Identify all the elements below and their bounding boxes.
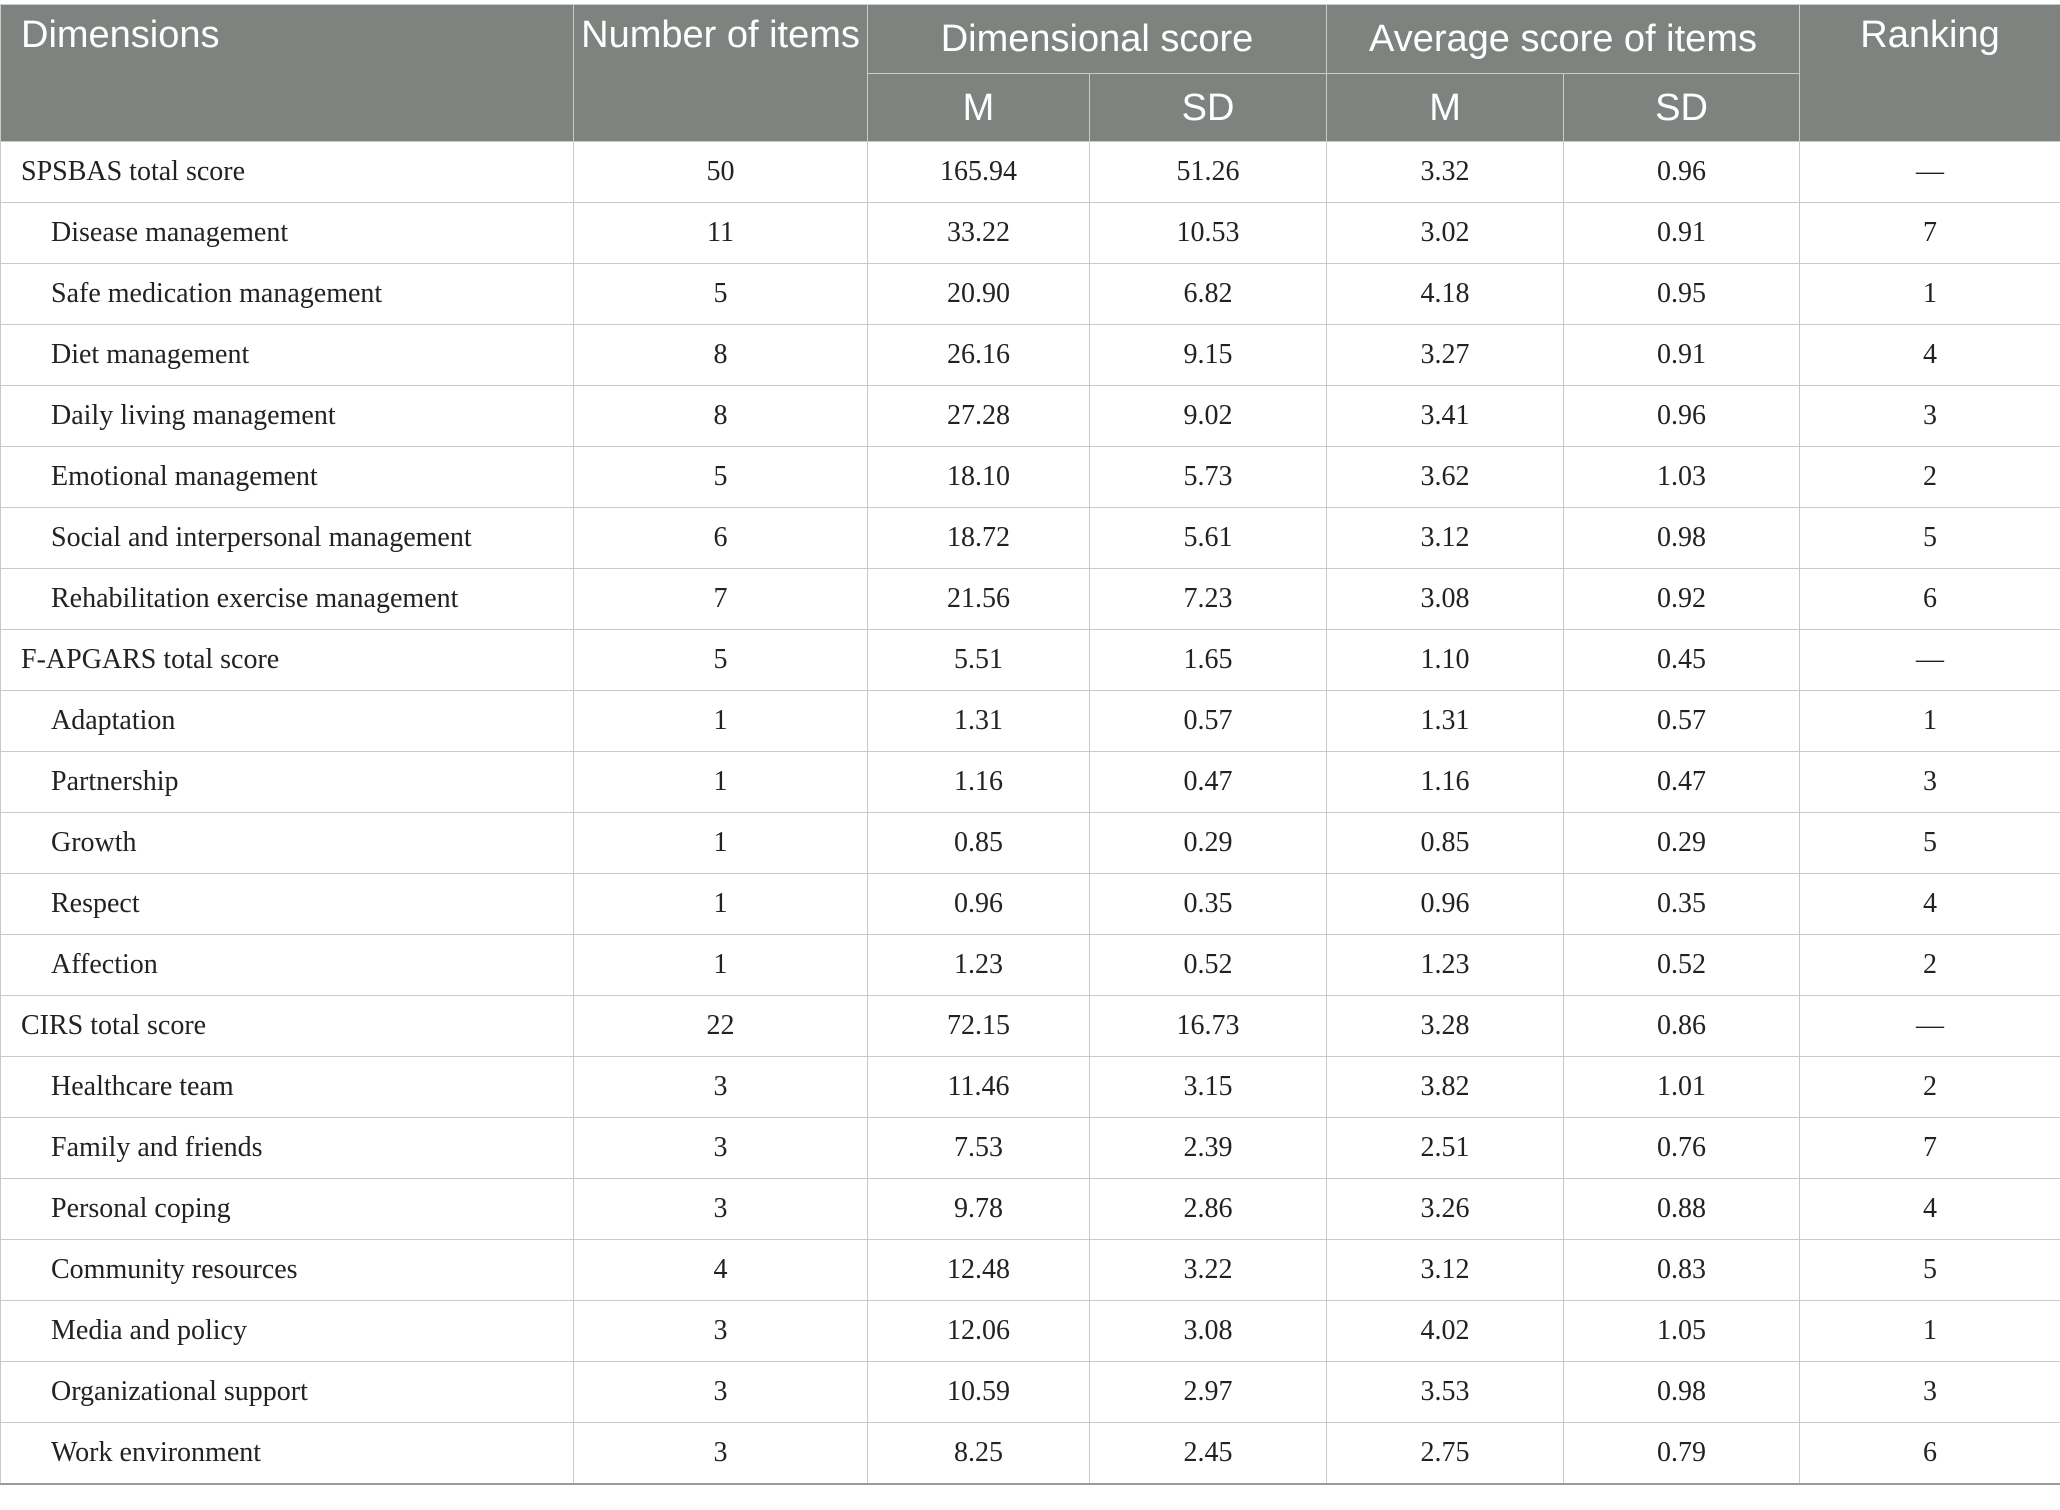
ranking-cell: 3 bbox=[1800, 752, 2060, 813]
dimension-cell: Partnership bbox=[1, 752, 574, 813]
table-row-total bbox=[1, 996, 2060, 1057]
ranking-cell: 5 bbox=[1800, 813, 2060, 874]
ranking-cell: 2 bbox=[1800, 447, 2060, 508]
dimension-cell: Disease management bbox=[1, 203, 574, 264]
dimensional-sd-cell: 0.29 bbox=[1090, 813, 1327, 874]
average-sd-cell: 0.52 bbox=[1564, 935, 1800, 996]
average-sd-cell: 0.83 bbox=[1564, 1240, 1800, 1301]
average-sd-cell: 0.79 bbox=[1564, 1423, 1800, 1485]
dimension-cell: Family and friends bbox=[1, 1118, 574, 1179]
header-average-score: Average score of items bbox=[1327, 5, 1800, 74]
dimensional-sd-cell: 0.57 bbox=[1090, 691, 1327, 752]
average-sd-cell: 0.29 bbox=[1564, 813, 1800, 874]
dimensional-m-cell: 33.22 bbox=[868, 203, 1090, 264]
average-m-cell: 3.26 bbox=[1327, 1179, 1564, 1240]
header-average-m: M bbox=[1327, 74, 1564, 142]
header-number-of-items: Number of items bbox=[574, 5, 868, 142]
average-sd-cell: 0.91 bbox=[1564, 203, 1800, 264]
items-cell: 3 bbox=[574, 1301, 868, 1362]
dimensional-m-cell: 72.15 bbox=[868, 996, 1090, 1057]
table-row bbox=[1, 874, 2060, 935]
dimension-cell: Adaptation bbox=[1, 691, 574, 752]
dimensional-sd-cell: 6.82 bbox=[1090, 264, 1327, 325]
dimensional-sd-cell: 5.61 bbox=[1090, 508, 1327, 569]
items-cell: 8 bbox=[574, 325, 868, 386]
items-cell: 11 bbox=[574, 203, 868, 264]
items-cell: 50 bbox=[574, 142, 868, 203]
items-cell: 3 bbox=[574, 1179, 868, 1240]
dimension-cell: Community resources bbox=[1, 1240, 574, 1301]
table-row bbox=[1, 264, 2060, 325]
ranking-cell: 1 bbox=[1800, 1301, 2060, 1362]
dimensional-sd-cell: 7.23 bbox=[1090, 569, 1327, 630]
average-m-cell: 0.85 bbox=[1327, 813, 1564, 874]
ranking-cell: — bbox=[1800, 142, 2060, 203]
table-row bbox=[1, 691, 2060, 752]
dimensional-sd-cell: 2.39 bbox=[1090, 1118, 1327, 1179]
average-m-cell: 1.10 bbox=[1327, 630, 1564, 691]
header-average-sd: SD bbox=[1564, 74, 1800, 142]
dimensional-sd-cell: 5.73 bbox=[1090, 447, 1327, 508]
dimensional-sd-cell: 0.35 bbox=[1090, 874, 1327, 935]
average-m-cell: 3.08 bbox=[1327, 569, 1564, 630]
ranking-cell: 4 bbox=[1800, 325, 2060, 386]
dimension-cell: Emotional management bbox=[1, 447, 574, 508]
ranking-cell: 2 bbox=[1800, 1057, 2060, 1118]
ranking-cell: 3 bbox=[1800, 386, 2060, 447]
items-cell: 1 bbox=[574, 935, 868, 996]
items-cell: 4 bbox=[574, 1240, 868, 1301]
table-row bbox=[1, 203, 2060, 264]
table-row bbox=[1, 752, 2060, 813]
dimension-cell: Safe medication management bbox=[1, 264, 574, 325]
ranking-cell: 4 bbox=[1800, 1179, 2060, 1240]
table-row bbox=[1, 1423, 2060, 1485]
average-sd-cell: 0.92 bbox=[1564, 569, 1800, 630]
dimensional-m-cell: 11.46 bbox=[868, 1057, 1090, 1118]
average-sd-cell: 0.76 bbox=[1564, 1118, 1800, 1179]
items-cell: 3 bbox=[574, 1423, 868, 1485]
average-m-cell: 0.96 bbox=[1327, 874, 1564, 935]
dimensional-sd-cell: 9.02 bbox=[1090, 386, 1327, 447]
ranking-cell: 1 bbox=[1800, 264, 2060, 325]
table-header bbox=[1, 5, 2060, 142]
header-dimensional-sd: SD bbox=[1090, 74, 1327, 142]
items-cell: 3 bbox=[574, 1057, 868, 1118]
ranking-cell: 7 bbox=[1800, 1118, 2060, 1179]
dimensional-sd-cell: 2.86 bbox=[1090, 1179, 1327, 1240]
average-sd-cell: 0.86 bbox=[1564, 996, 1800, 1057]
dimensional-m-cell: 27.28 bbox=[868, 386, 1090, 447]
table-row bbox=[1, 325, 2060, 386]
dimensional-sd-cell: 0.47 bbox=[1090, 752, 1327, 813]
items-cell: 3 bbox=[574, 1118, 868, 1179]
table-row bbox=[1, 1118, 2060, 1179]
table-row bbox=[1, 447, 2060, 508]
header-dimensions: Dimensions bbox=[1, 5, 574, 142]
average-m-cell: 3.82 bbox=[1327, 1057, 1564, 1118]
items-cell: 1 bbox=[574, 813, 868, 874]
dimensional-m-cell: 0.96 bbox=[868, 874, 1090, 935]
average-m-cell: 1.31 bbox=[1327, 691, 1564, 752]
average-sd-cell: 0.98 bbox=[1564, 1362, 1800, 1423]
dimensional-sd-cell: 51.26 bbox=[1090, 142, 1327, 203]
table-row bbox=[1, 569, 2060, 630]
items-cell: 7 bbox=[574, 569, 868, 630]
ranking-cell: 3 bbox=[1800, 1362, 2060, 1423]
dimensional-m-cell: 18.72 bbox=[868, 508, 1090, 569]
dimensional-sd-cell: 3.15 bbox=[1090, 1057, 1327, 1118]
items-cell: 1 bbox=[574, 691, 868, 752]
average-sd-cell: 0.45 bbox=[1564, 630, 1800, 691]
table-row bbox=[1, 508, 2060, 569]
table-body bbox=[1, 142, 2060, 1485]
table-row bbox=[1, 1362, 2060, 1423]
average-m-cell: 3.12 bbox=[1327, 1240, 1564, 1301]
average-m-cell: 1.23 bbox=[1327, 935, 1564, 996]
dimension-cell: Respect bbox=[1, 874, 574, 935]
dimensional-sd-cell: 16.73 bbox=[1090, 996, 1327, 1057]
ranking-cell: 6 bbox=[1800, 569, 2060, 630]
dimension-cell: Growth bbox=[1, 813, 574, 874]
dimensional-m-cell: 7.53 bbox=[868, 1118, 1090, 1179]
table-row bbox=[1, 1057, 2060, 1118]
dimensional-sd-cell: 3.22 bbox=[1090, 1240, 1327, 1301]
items-cell: 6 bbox=[574, 508, 868, 569]
dimensional-m-cell: 10.59 bbox=[868, 1362, 1090, 1423]
dimensional-m-cell: 8.25 bbox=[868, 1423, 1090, 1485]
average-sd-cell: 0.98 bbox=[1564, 508, 1800, 569]
average-sd-cell: 0.91 bbox=[1564, 325, 1800, 386]
dimensional-sd-cell: 0.52 bbox=[1090, 935, 1327, 996]
ranking-cell: — bbox=[1800, 630, 2060, 691]
dimensional-sd-cell: 2.45 bbox=[1090, 1423, 1327, 1485]
dimension-cell: F-APGARS total score bbox=[1, 630, 574, 691]
dimensional-m-cell: 12.48 bbox=[868, 1240, 1090, 1301]
average-sd-cell: 0.96 bbox=[1564, 142, 1800, 203]
average-m-cell: 1.16 bbox=[1327, 752, 1564, 813]
items-cell: 1 bbox=[574, 874, 868, 935]
scores-table bbox=[0, 4, 2060, 1485]
average-sd-cell: 0.35 bbox=[1564, 874, 1800, 935]
average-m-cell: 4.02 bbox=[1327, 1301, 1564, 1362]
header-dimensional-score: Dimensional score bbox=[868, 5, 1327, 74]
items-cell: 8 bbox=[574, 386, 868, 447]
average-m-cell: 3.53 bbox=[1327, 1362, 1564, 1423]
dimension-cell: Organizational support bbox=[1, 1362, 574, 1423]
average-m-cell: 3.62 bbox=[1327, 447, 1564, 508]
ranking-cell: 6 bbox=[1800, 1423, 2060, 1485]
dimensional-m-cell: 1.23 bbox=[868, 935, 1090, 996]
dimension-cell: Personal coping bbox=[1, 1179, 574, 1240]
table-row bbox=[1, 386, 2060, 447]
dimensional-m-cell: 0.85 bbox=[868, 813, 1090, 874]
dimension-cell: Work environment bbox=[1, 1423, 574, 1485]
average-m-cell: 3.27 bbox=[1327, 325, 1564, 386]
dimension-cell: Affection bbox=[1, 935, 574, 996]
ranking-cell: — bbox=[1800, 996, 2060, 1057]
dimension-cell: SPSBAS total score bbox=[1, 142, 574, 203]
dimensional-m-cell: 1.16 bbox=[868, 752, 1090, 813]
table-row bbox=[1, 1179, 2060, 1240]
table-row-total bbox=[1, 142, 2060, 203]
dimensional-m-cell: 1.31 bbox=[868, 691, 1090, 752]
average-sd-cell: 1.03 bbox=[1564, 447, 1800, 508]
average-sd-cell: 0.95 bbox=[1564, 264, 1800, 325]
ranking-cell: 2 bbox=[1800, 935, 2060, 996]
average-m-cell: 3.41 bbox=[1327, 386, 1564, 447]
average-sd-cell: 1.01 bbox=[1564, 1057, 1800, 1118]
dimensional-sd-cell: 10.53 bbox=[1090, 203, 1327, 264]
dimensional-sd-cell: 9.15 bbox=[1090, 325, 1327, 386]
dimensional-m-cell: 5.51 bbox=[868, 630, 1090, 691]
average-m-cell: 2.51 bbox=[1327, 1118, 1564, 1179]
dimensional-sd-cell: 2.97 bbox=[1090, 1362, 1327, 1423]
dimensional-m-cell: 9.78 bbox=[868, 1179, 1090, 1240]
items-cell: 1 bbox=[574, 752, 868, 813]
average-m-cell: 4.18 bbox=[1327, 264, 1564, 325]
dimensional-sd-cell: 1.65 bbox=[1090, 630, 1327, 691]
dimensional-m-cell: 21.56 bbox=[868, 569, 1090, 630]
items-cell: 5 bbox=[574, 630, 868, 691]
average-m-cell: 3.28 bbox=[1327, 996, 1564, 1057]
average-sd-cell: 1.05 bbox=[1564, 1301, 1800, 1362]
dimension-cell: Rehabilitation exercise management bbox=[1, 569, 574, 630]
dimension-cell: Daily living management bbox=[1, 386, 574, 447]
table-row-total bbox=[1, 630, 2060, 691]
dimensional-m-cell: 165.94 bbox=[868, 142, 1090, 203]
header-ranking: Ranking bbox=[1800, 5, 2060, 142]
table-row bbox=[1, 935, 2060, 996]
table-row bbox=[1, 1301, 2060, 1362]
table-row bbox=[1, 1240, 2060, 1301]
header-dimensional-m: M bbox=[868, 74, 1090, 142]
items-cell: 5 bbox=[574, 447, 868, 508]
average-sd-cell: 0.88 bbox=[1564, 1179, 1800, 1240]
ranking-cell: 7 bbox=[1800, 203, 2060, 264]
dimension-cell: Diet management bbox=[1, 325, 574, 386]
average-m-cell: 3.32 bbox=[1327, 142, 1564, 203]
dimension-cell: Healthcare team bbox=[1, 1057, 574, 1118]
dimension-cell: Social and interpersonal management bbox=[1, 508, 574, 569]
dimension-cell: Media and policy bbox=[1, 1301, 574, 1362]
average-m-cell: 2.75 bbox=[1327, 1423, 1564, 1485]
dimensional-m-cell: 20.90 bbox=[868, 264, 1090, 325]
average-sd-cell: 0.47 bbox=[1564, 752, 1800, 813]
table-row bbox=[1, 813, 2060, 874]
dimensional-m-cell: 26.16 bbox=[868, 325, 1090, 386]
average-sd-cell: 0.57 bbox=[1564, 691, 1800, 752]
average-sd-cell: 0.96 bbox=[1564, 386, 1800, 447]
ranking-cell: 4 bbox=[1800, 874, 2060, 935]
items-cell: 3 bbox=[574, 1362, 868, 1423]
dimensional-sd-cell: 3.08 bbox=[1090, 1301, 1327, 1362]
dimensional-m-cell: 18.10 bbox=[868, 447, 1090, 508]
dimensional-m-cell: 12.06 bbox=[868, 1301, 1090, 1362]
dimension-cell: CIRS total score bbox=[1, 996, 574, 1057]
average-m-cell: 3.02 bbox=[1327, 203, 1564, 264]
items-cell: 5 bbox=[574, 264, 868, 325]
ranking-cell: 1 bbox=[1800, 691, 2060, 752]
ranking-cell: 5 bbox=[1800, 1240, 2060, 1301]
items-cell: 22 bbox=[574, 996, 868, 1057]
average-m-cell: 3.12 bbox=[1327, 508, 1564, 569]
ranking-cell: 5 bbox=[1800, 508, 2060, 569]
